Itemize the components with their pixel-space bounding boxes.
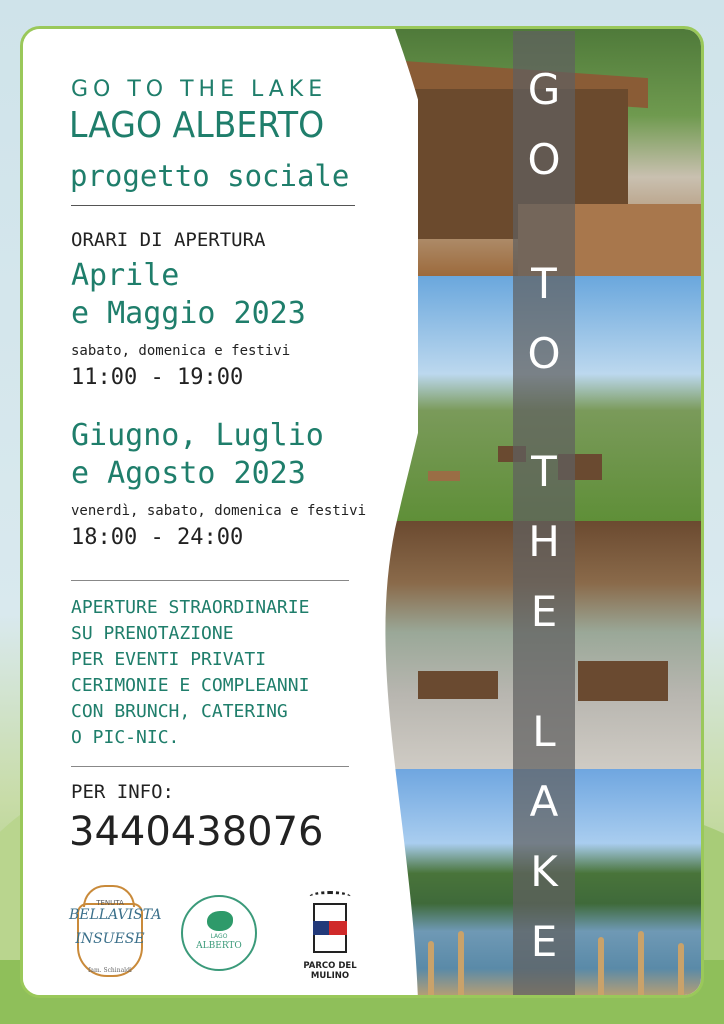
- summer-period-line1: Giugno, Luglio: [71, 418, 324, 453]
- reeds: [678, 943, 684, 998]
- page-title: LAGO ALBERTO: [69, 105, 325, 146]
- extra-openings: [71, 595, 309, 751]
- parco-del-mulino-logo: [285, 891, 375, 981]
- phone-number[interactable]: 3440438076: [69, 809, 324, 855]
- bench: [428, 471, 460, 481]
- reeds: [428, 941, 434, 998]
- reeds: [458, 931, 464, 998]
- tagline: GO TO THE LAKE: [71, 77, 328, 102]
- spring-period-line2: e Maggio 2023: [71, 296, 306, 331]
- bellavista-signature: fam. Schinaldi: [88, 967, 132, 974]
- lake-shape-icon: [207, 911, 233, 931]
- sun-rays-icon: [309, 891, 351, 903]
- spring-time: 11:00 - 19:00: [71, 365, 244, 390]
- spring-period-line1: Aprile: [71, 258, 180, 293]
- hours-heading: ORARI DI APERTURA: [71, 229, 266, 251]
- divider: [71, 766, 349, 767]
- lago-alberto-small: LAGO: [210, 933, 228, 940]
- banner-letter: H: [528, 517, 560, 566]
- bellavista-line2: INSUESE: [75, 931, 145, 947]
- banner-letter: T: [531, 447, 557, 496]
- banner-letter: A: [529, 777, 559, 826]
- lago-alberto-logo: [181, 895, 257, 971]
- summer-days: venerdì, sabato, domenica e festivi: [71, 503, 367, 519]
- extra-openings-line: CON BRUNCH, CATERING: [71, 701, 288, 722]
- flag-blue: [313, 921, 329, 935]
- parco-del-mulino-name: PARCO DEL MULINO: [303, 961, 357, 981]
- banner-letter: O: [527, 135, 561, 184]
- banner-letter: G: [527, 65, 561, 114]
- subtitle: progetto sociale: [70, 159, 350, 193]
- banner-letter: E: [530, 587, 558, 636]
- reeds: [598, 937, 604, 998]
- extra-openings-line: APERTURE STRAORDINARIE: [71, 597, 310, 618]
- extra-openings-line: O PIC-NIC.: [71, 727, 180, 748]
- banner-letter: T: [531, 259, 557, 308]
- pavilion-table: [418, 671, 498, 699]
- vertical-banner: [513, 31, 575, 998]
- poster-card: [20, 26, 704, 998]
- banner-letter: K: [530, 847, 558, 896]
- lago-alberto-name: ALBERTO: [196, 941, 242, 951]
- extra-openings-line: CERIMONIE E COMPLEANNI: [71, 675, 310, 696]
- summer-period-line2: e Agosto 2023: [71, 456, 306, 491]
- banner-letter: O: [527, 329, 561, 378]
- spring-days: sabato, domenica e festivi: [71, 343, 291, 359]
- info-label: PER INFO:: [71, 781, 174, 803]
- divider: [71, 580, 349, 581]
- extra-openings-line: PER EVENTI PRIVATI: [71, 649, 267, 670]
- banner-letter: L: [532, 707, 556, 756]
- banner-letter: E: [530, 917, 558, 966]
- reeds: [638, 931, 644, 998]
- extra-openings-line: SU PRENOTAZIONE: [71, 623, 234, 644]
- bellavista-line1: BELLAVISTA: [69, 907, 162, 923]
- summer-time: 18:00 - 24:00: [71, 525, 244, 550]
- bellavista-small: TENUTA: [96, 899, 124, 907]
- divider: [71, 205, 355, 206]
- flag-red: [329, 921, 347, 935]
- pavilion-table: [578, 661, 668, 701]
- bellavista-logo: [69, 885, 162, 985]
